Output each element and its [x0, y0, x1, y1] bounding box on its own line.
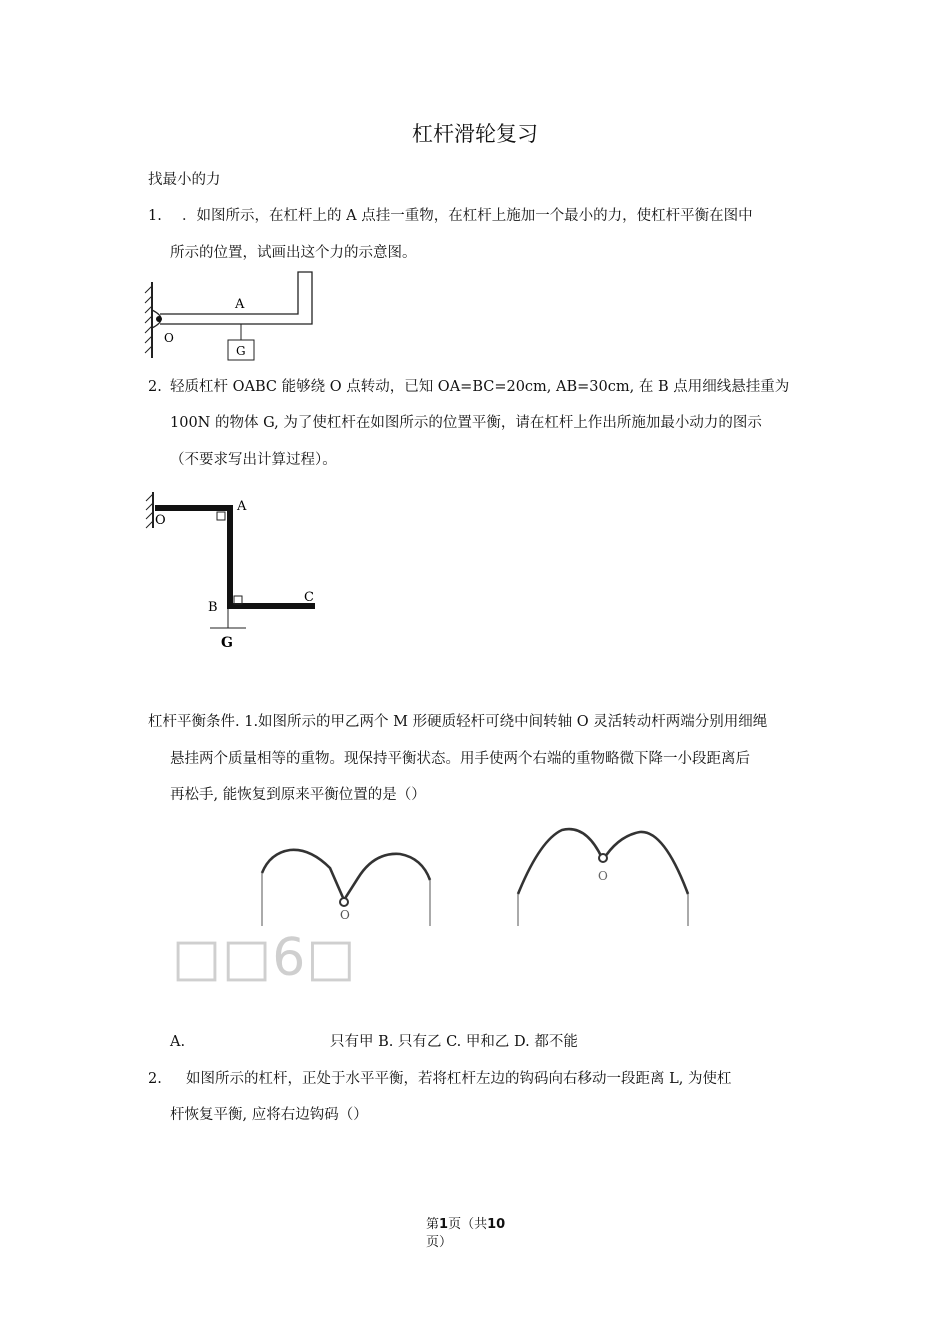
figure-lever-1 — [140, 268, 330, 368]
label-o: O — [155, 513, 166, 528]
section-heading-min-force: 找最小的力 — [148, 172, 221, 188]
section-2-line-3: 再松手, 能恢复到原来平衡位置的是（） — [170, 787, 426, 803]
label-a: A — [237, 499, 247, 514]
section-2-question-2-line-2: 杆恢复平衡, 应将右边钩码（） — [170, 1107, 368, 1123]
option-a-label: A. — [170, 1034, 186, 1050]
lever-bar-oabc — [155, 508, 315, 606]
wall-hatching — [145, 282, 152, 358]
section-2-line-2: 悬挂两个质量相等的重物。现保持平衡状态。用手使两个右端的重物略微下降一小段距离后 — [170, 751, 750, 767]
section-2-question-2-number: 2. — [148, 1071, 162, 1087]
question-2-line-3: （不要求写出计算过程）。 — [170, 452, 337, 468]
options-text: 只有甲 B. 只有乙 C. 甲和乙 D. 都不能 — [330, 1034, 578, 1050]
section-2-question-2-line-1: 如图所示的杠杆，正处于水平平衡，若将杠杆左边的钩码向右移动一段距离 L, 为使杠 — [186, 1071, 732, 1087]
label-g: G — [221, 635, 233, 651]
question-1-number: 1. — [148, 208, 162, 224]
question-1-line-1: ．如图所示，在杠杆上的 A 点挂一重物，在杠杆上施加一个最小的力，使杠杆平衡在图中 — [182, 208, 753, 224]
question-2-line-1: 轻质杠杆 OABC 能够绕 O 点转动，已知 OA=BC=20cm, AB=30cm, 在 B 点用细线悬挂重为 — [170, 379, 790, 395]
footer-middle: 页（共 — [448, 1217, 488, 1232]
label-g: G — [236, 344, 246, 358]
page-footer — [426, 1216, 505, 1252]
footer-line-2: 页） — [426, 1235, 453, 1250]
pivot-dot — [156, 316, 162, 322]
pivot-yi — [599, 854, 607, 862]
section-2-line-1: 杠杆平衡条件. 1.如图所示的甲乙两个 M 形硬质轻杆可绕中间转轴 O 灵活转动杆两端分别用细绳 — [148, 714, 768, 730]
question-2-line-2: 100N 的物体 G, 为了使杠杆在如图所示的位置平衡，请在杠杆上作出所施加最小动力的图示 — [170, 415, 762, 431]
figure-lever-oabc — [140, 488, 330, 658]
lever-bar — [152, 272, 312, 328]
label-o: O — [164, 331, 174, 345]
page-title: 杠杆滑轮复习 — [412, 122, 538, 146]
label-a: A — [235, 297, 245, 312]
wall-hatching — [146, 492, 153, 528]
m-lever-yi-strings — [518, 894, 688, 926]
footer-prefix: 第 — [426, 1217, 440, 1232]
label-b: B — [208, 600, 218, 615]
figure-m-levers — [250, 818, 700, 930]
question-2-number: 2. — [148, 379, 162, 395]
footer-line-1 — [426, 1216, 505, 1234]
pivot-jia — [340, 898, 348, 906]
label-o-jia: O — [340, 908, 350, 922]
question-1-line-2: 所示的位置，试画出这个力的示意图。 — [170, 245, 417, 261]
label-c: C — [304, 590, 314, 605]
m-lever-jia — [262, 850, 430, 900]
footer-page-number: 1 — [439, 1217, 449, 1232]
footer-total-pages: 10 — [487, 1217, 506, 1232]
label-o-yi: O — [598, 869, 608, 883]
faint-overlay-text: □□6□ — [172, 928, 357, 988]
